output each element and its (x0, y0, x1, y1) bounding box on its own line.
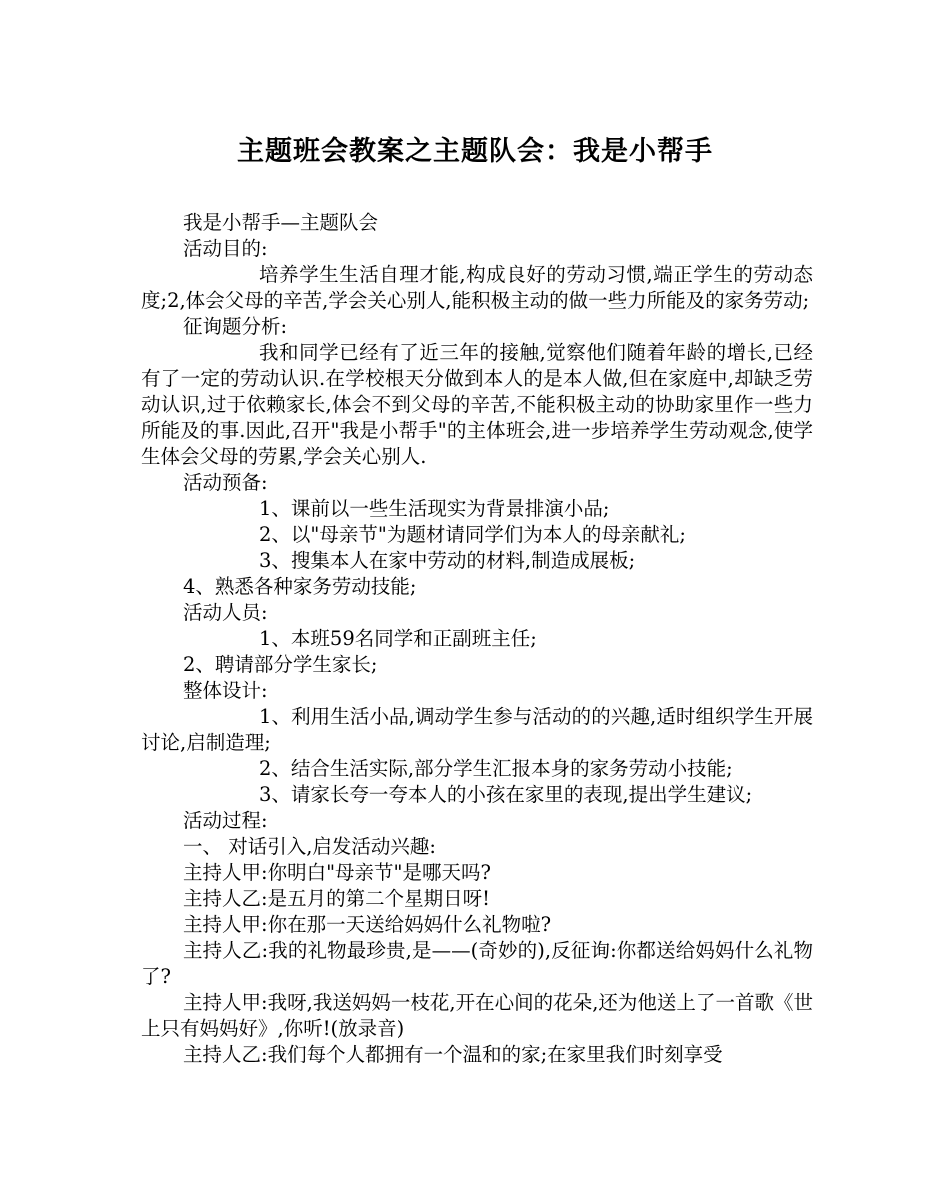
paragraph: 活动过程: (183, 809, 268, 832)
paragraph: 主持人乙:是五月的第二个星期日呀! (183, 887, 490, 910)
document-title: 主题班会教案之主题队会：我是小帮手 (237, 136, 713, 167)
paragraph: 3、请家长夸一夸本人的小孩在家里的表现,提出学生建议; (259, 783, 753, 806)
paragraph: 培养学生生活自理才能,构成良好的劳动习惯,端正学生的劳动态度;2,体会父母的辛苦,学会关心别人,能积极主动的做一些力所能及的家务劳动; (141, 263, 813, 312)
document-body (141, 210, 813, 1068)
paragraph: 4、熟悉各种家务劳动技能; (183, 575, 417, 598)
paragraph: 主持人甲:你在那一天送给妈妈什么礼物啦? (183, 913, 552, 936)
paragraph: 主持人乙:我的礼物最珍贵,是——(奇妙的),反征询:你都送给妈妈什么礼物了? (141, 939, 813, 988)
paragraph: 我是小帮手—主题队会 (183, 211, 379, 234)
paragraph: 3、搜集本人在家中劳动的材料,制造成展板; (259, 549, 636, 572)
paragraph: 主持人甲:我呀,我送妈妈一枝花,开在心间的花朵,还为他送上了一首歌《世上只有妈妈好》,你听!(放录音) (141, 991, 813, 1040)
paragraph: 我和同学已经有了近三年的接触,觉察他们随着年龄的增长,已经有了一定的劳动认识.在学校根天分做到本人的是本人做,但在家庭中,却缺乏劳动认识,过于依赖家长,体会不到父母的辛苦,不能积极主动的协助家里作一些力所能及的事.因此,召开"我是小帮手"的主体班会,进一步培养学生劳动观念,使学生体会父母的劳累,学会关心别人. (141, 341, 813, 468)
paragraph: 活动人员: (183, 601, 268, 624)
paragraph: 整体设计: (183, 679, 268, 702)
paragraph: 1、本班59名同学和正副班主任; (259, 627, 537, 650)
paragraph: 2、结合生活实际,部分学生汇报本身的家务劳动小技能; (259, 757, 733, 780)
paragraph: 主持人甲:你明白"母亲节"是哪天吗? (183, 861, 491, 884)
paragraph: 1、利用生活小品,调动学生参与活动的的兴趣,适时组织学生开展讨论,启制造理; (141, 705, 813, 754)
paragraph: 活动目的: (183, 237, 268, 260)
paragraph: 2、以"母亲节"为题材请同学们为本人的母亲献礼; (259, 523, 686, 546)
paragraph: 1、课前以一些生活现实为背景排演小品; (259, 497, 610, 520)
paragraph: 征询题分析: (183, 315, 288, 338)
paragraph: 活动预备: (183, 471, 268, 494)
paragraph: 一、 对话引入,启发活动兴趣: (183, 835, 436, 858)
paragraph: 2、聘请部分学生家长; (183, 653, 378, 676)
paragraph: 主持人乙:我们每个人都拥有一个温和的家;在家里我们时刻享受 (183, 1043, 723, 1066)
